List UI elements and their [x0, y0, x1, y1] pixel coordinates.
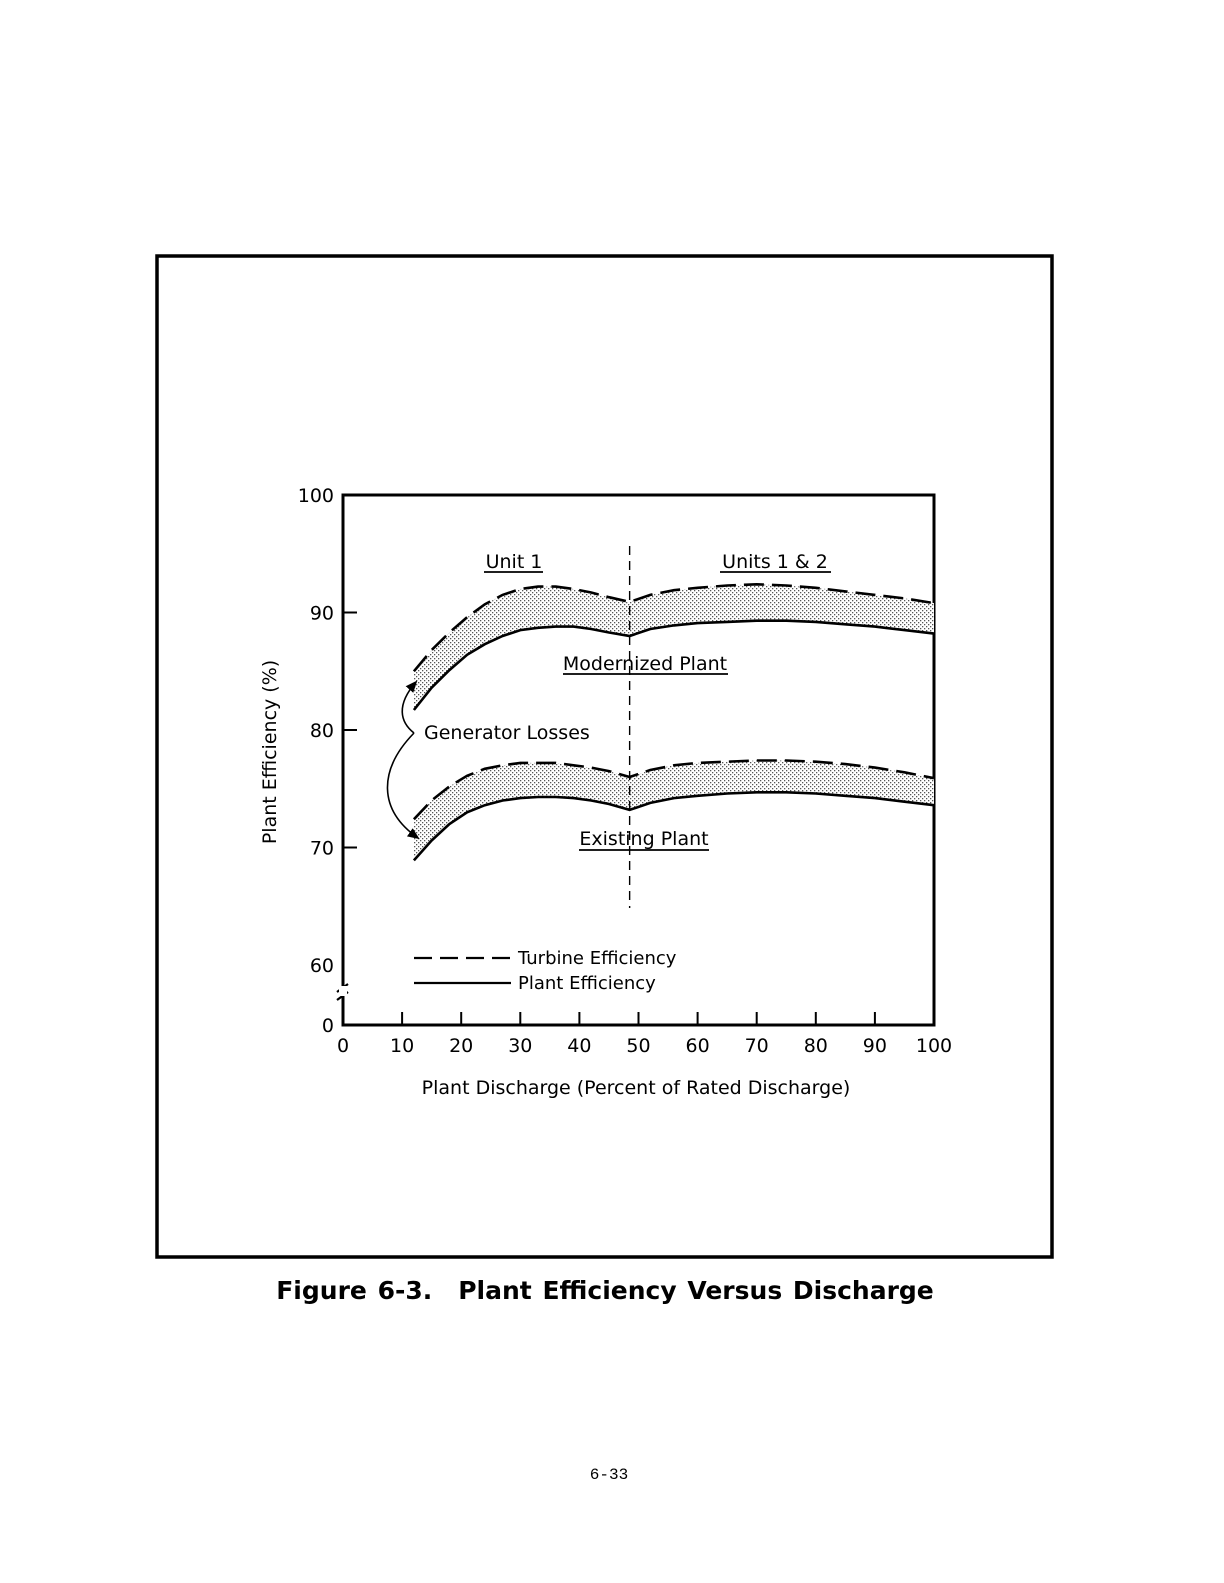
region-label-unit-1: Unit 1 [485, 551, 543, 573]
y-tick-label: 90 [309, 602, 334, 625]
x-tick-label: 60 [685, 1035, 710, 1057]
x-tick-label: 0 [336, 1035, 350, 1057]
figure-title: Plant Efficiency Versus Discharge [458, 1276, 934, 1305]
legend-plant-label: Plant Efficiency [518, 973, 656, 994]
x-tick-label: 30 [508, 1035, 533, 1057]
y-tick-label: 60 [309, 955, 334, 977]
x-tick-label: 20 [449, 1035, 474, 1057]
x-tick-label: 100 [915, 1035, 953, 1057]
axis-break-gap [339, 986, 347, 996]
x-tick-label: 70 [744, 1035, 769, 1057]
y-tick-label: 100 [297, 485, 334, 507]
region-label-units-1-2: Units 1 & 2 [722, 551, 828, 573]
figure-frame [157, 256, 1052, 1257]
y-tick-label: 0 [321, 1015, 334, 1037]
plot-area [343, 495, 934, 1025]
figure-caption [0, 1276, 1210, 1305]
series-label-existing: Existing Plant [579, 828, 709, 850]
y-tick-label: 70 [309, 837, 334, 860]
y-tick-label: 80 [309, 720, 334, 742]
generator-losses-label: Generator Losses [424, 722, 590, 744]
x-tick-label: 80 [803, 1035, 828, 1057]
legend-turbine-label: Turbine Efficiency [518, 948, 677, 969]
y-axis-title: Plant Efficiency (%) [259, 659, 281, 845]
generator-loss-band-0 [414, 584, 934, 710]
generator-losses-arrow-lower [387, 733, 418, 838]
x-axis-title: Plant Discharge (Percent of Rated Discharge) [421, 1077, 851, 1099]
page-number: 6-33 [589, 1466, 629, 1484]
x-tick-label: 10 [390, 1035, 415, 1057]
x-tick-label: 40 [567, 1035, 592, 1057]
x-tick-label: 50 [626, 1035, 651, 1057]
x-tick-label: 90 [862, 1035, 887, 1057]
series-label-modernized: Modernized Plant [562, 653, 728, 675]
figure-number: Figure 6-3. [276, 1276, 433, 1305]
